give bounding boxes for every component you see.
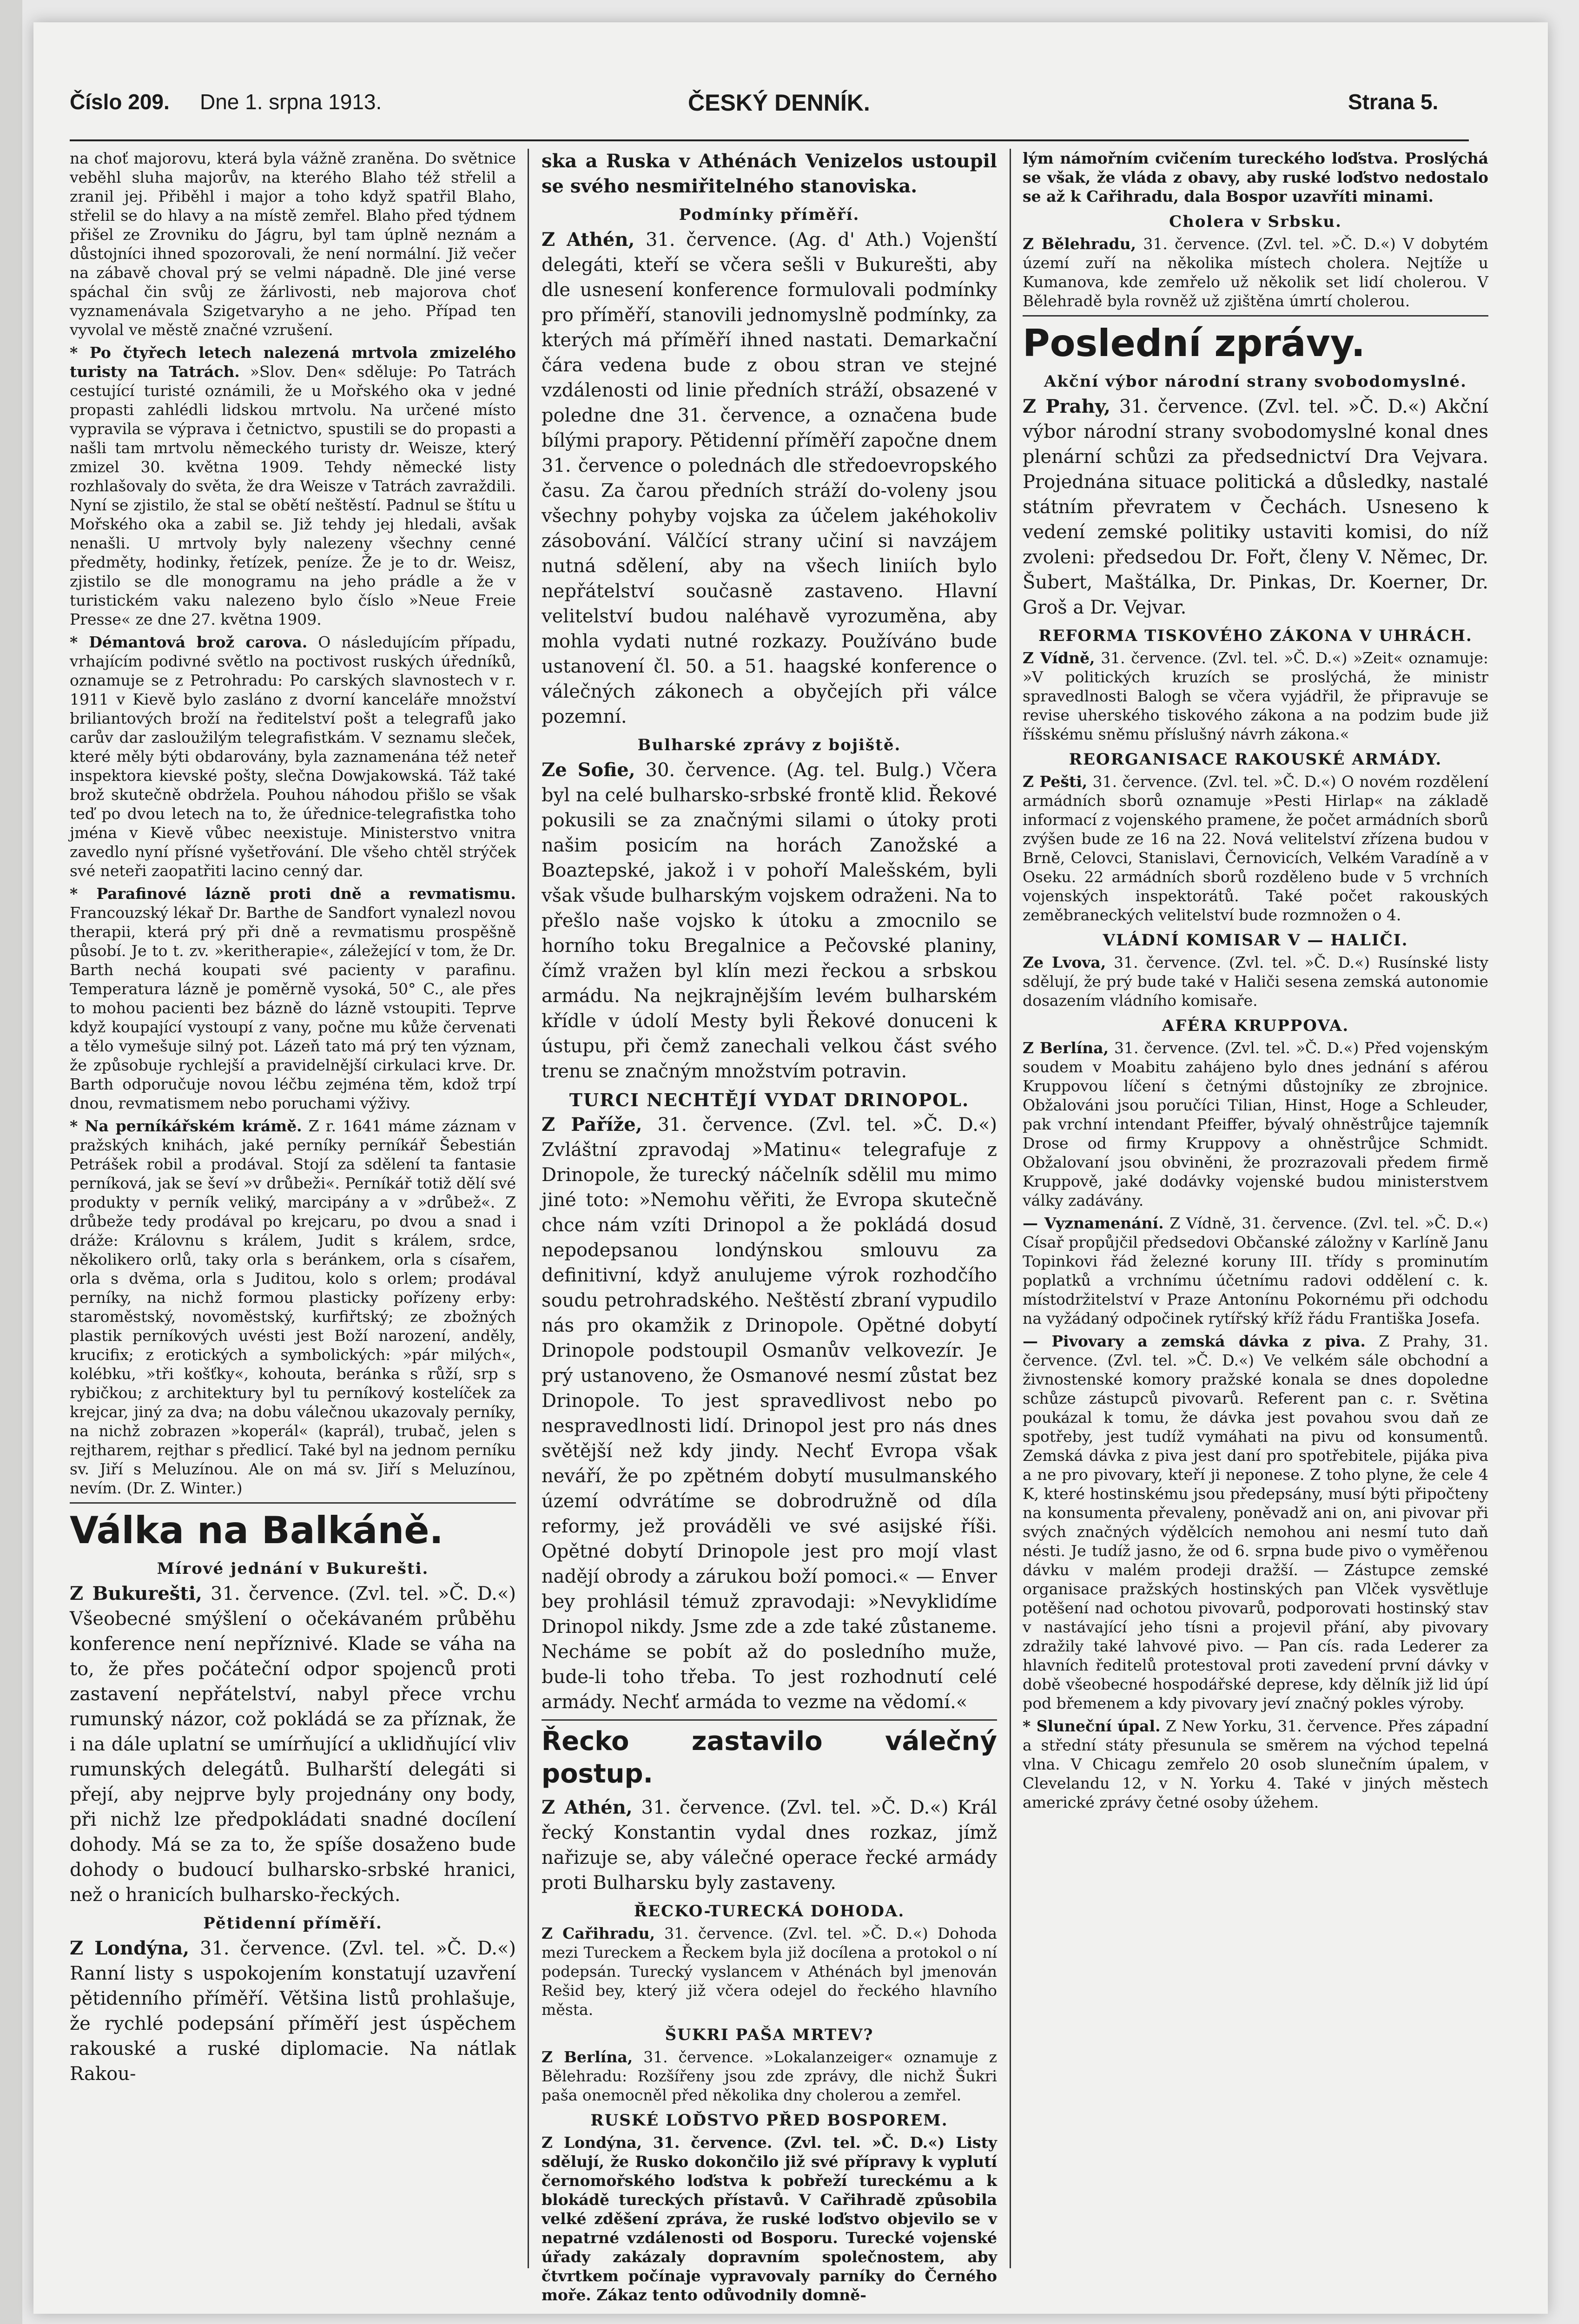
article — [1023, 648, 1488, 744]
article-text: 31. července. (Zvl. tel. »Č. D.«) »Zeit« oznamuje: »V politických kruzích se proslýchá, že ministr spravedlnosti Balogh se včera vyjádřil, že připravuje se revise uherského tiskového zákona a na podzim bude již říšskému sněmu příslušný návrh zákona.« — [1023, 649, 1488, 743]
article-text: Z Prahy, 31. července. (Zvl. tel. »Č. D.«) Ve velkém sále obchodní a živnostenské komory pražské konala se dnes dopoledne schůze zástupců pivovarů. Referent pan c. r. Světina poukázal k tomu, že dávka jest povahou svou daň ze spotřeby, jest tudíž vymáhati na pivu od konsumentů. Zemská dávka z piva jest daní pro spotřebitele, pijáka piva a ne pro pivovary, kteří ji neponese. Z toho plyne, že cele 4 K, které hostinskému jsou předepsány, musí býti připočteny na konsumenta převaleny, poněvadž ani on, ani pivovar při svých značných výdělcích nemohou ani nesmí tuto daň nésti. Je tudíž jasno, že od 6. srpna bude pivo o vyměřenou dávku v malém prodeji dražší. — Zástupce zemské organisace pražských hostinských pan Vlček vysvětluje potěšení nad ochotou pivovarů, podporovati hostinský stav v nastávající jeho tísni a projevil přání, aby pivovary zdražily také lahvové pivo. — Pan cís. rada Lederer za hlavních ředitelů protestoval proti zavedení první dávky v době všeobecné hospodářské deprese, kdy dělník již lid úpí pod břemenem a kdy pivovary jeví značný pokles výroby. — [1023, 1332, 1488, 1712]
article — [542, 2133, 997, 2304]
column-3 — [1023, 149, 1488, 2268]
article — [1023, 1038, 1488, 1210]
article — [1023, 953, 1488, 1010]
article-text: 31. července. (Zvl. tel. »Č. D.«) Akční výbor národní strany svobodomyslné konal dnes plenární schůzi za předsednictví Dra Vejvara. Projednána situace politická a důsledky, nastalé státním převratem v Čechách. Usneseno k vedení zemské politiky ustaviti komisi, do níž zvoleni: předsedou Dr. Fořt, členy V. Němec, Dr. Šubert, Maštálka, Dr. Pinkas, Dr. Koerner, Dr. Groš a Dr. Vejvar. — [1023, 396, 1489, 618]
article — [542, 758, 997, 1084]
issue-date: Dne 1. srpna 1913. — [200, 90, 382, 114]
article-text: Z r. 1641 máme záznam v pražských knihách, jaké perníky perníkář Šebestián Petrášek robil a prodával. Stojí za sdělení ta fantasie perníková, jak se ševí »v drůbeži«. Perníkář totiž dělí své produkty v perník veliký, marcipány a v »drůbež«. Z drůbeže tedy prodával po krejcaru, po dvou a snad i dráže: Královnu s králem, Judit s králem, srdce, několikero orlů, taky orla s beránkem, orla s císařem, orla s dvěma, orla s Juditou, kolo s orlem; prodával perníky, na nichž formou plasticky pořízeny erby: staroměstský, novoměstský, kurfiřtský; ze zbožných plastik perníkových uvésti jest Boží narození, anděly, krucifix; z erotických a symbolických: »pár milých«, kolébku, »tři košťky«, kohouta, beránka s růží, srp s rybičkou; z architektury byl tu perníkový kostelíček za krejcar, jiný za dva; na dobu válečnou ukazovaly perníky, na nichž zobrazen »koperál« (kaprál), trubač, jelen s rejtharem, rejthar s předlicí. Také byl na jednom perníku sv. Jiří s Meluzínou. Ale on má sv. Jiří s Meluzínou, nevím. (Dr. Z. Winter.) — [70, 1117, 516, 1497]
section-subtitle: REORGANISACE RAKOUSKÉ ARMÁDY. — [1069, 750, 1442, 769]
dateline: Z Paříže, — [542, 1114, 642, 1136]
section-subtitle: ŠUKRI PAŠA MRTEV? — [665, 2026, 874, 2044]
article — [1023, 1717, 1488, 1812]
article — [542, 1795, 997, 1895]
article — [1023, 1332, 1488, 1713]
section-subtitle: REFORMA TISKOVÉHO ZÁKONA V UHRÁCH. — [1038, 627, 1473, 645]
dateline: Z Vídně, — [1023, 649, 1095, 667]
article — [1023, 1214, 1488, 1328]
section-subtitle: Cholera v Srbsku. — [1169, 212, 1342, 231]
article-text: 31. července. (Zvl. tel. »Č. D.«) Dohoda mezi Tureckem a Řeckem byla již docílena a protokol o ní podepsán. Turecký vyslancem v Athénách byl jmenován Rešid bey, který již včera odejel do řeckého hlavního města. — [542, 1924, 997, 2019]
column-divider — [1010, 149, 1011, 2268]
section-subtitle: Podmínky příměří. — [679, 205, 860, 224]
section-rule — [1023, 315, 1488, 317]
newspaper-title: ČESKÝ DENNÍK. — [688, 90, 870, 116]
section-subtitle: RUSKÉ LOĎSTVO PŘED BOSPOREM. — [590, 2111, 948, 2130]
section-subtitle: TURCI NECHTĚJÍ VYDAT DRINOPOL. — [569, 1089, 970, 1110]
article-headline: — Vyznamenání. — [1023, 1214, 1164, 1232]
section-title: Válka na Balkáně. — [70, 1509, 443, 1552]
article — [70, 1581, 516, 1908]
dateline: Z Bukurešti, — [70, 1583, 202, 1604]
article-headline: * Parafinové lázně proti dně a revmatismu. — [70, 885, 516, 903]
column-1 — [70, 149, 516, 2268]
article — [1023, 772, 1488, 924]
article-text: 31. července. (Zvl. tel. »Č. D.«) Před vojenským soudem v Moabitu zahájeno bylo dnes jednání s aférou Kruppovou líčení s četnými důstojníky ze zbrojnice. Obžalováni jsou poručíci Tilian, Hinst, Hoge a Schleuder, pak vrchní intendant Pfeiffer, bývalý ohněstrůjce tajemník Drose od firmy Kruppovy a ohněstrůjce Schmidt. Obžalovaní jsou obviněni, že prozrazovali předem firmě Kruppově, jaké dodávky vojenské budou ministerstvem války zadávány. — [1023, 1039, 1488, 1209]
article — [542, 227, 997, 729]
article — [70, 343, 516, 629]
dateline: Z Pešti, — [1023, 772, 1088, 791]
dateline: Z Athén, — [542, 229, 635, 251]
article-headline: * Démantová brož carova. — [70, 633, 308, 651]
article-text: O následujícím případu, vrhajícím podivné světlo na poctivost ruských úředníků, oznamuje se z Petrohradu: Po carských slavnostech v r. 1911 v Kievě bylo zasláno z dvorní kanceláře množství briliantových broží na ředitelství pošt a telegrafů jako carův dar zasloužilým telegrafistkám. V seznamu sleček, které měly býti obdarovány, byla zaznamenána též neteř inspektora kievské pošty, slečna Dowjakowská. Táž také brož skutečně obdržela. Pouhou náhodou přišlo se však teď po dvou letech na to, že úřednice-telegrafistka toho jména v Kievě vůbec neexistuje. Ministerstvo vnitra zavedlo nyní přísné vyšetřování. Dle všeho chtěl strýček své neteři zaopatřiti lacino cenný dar. — [70, 633, 516, 880]
section-subtitle: Akční výbor národní strany svobodomyslné. — [1044, 372, 1467, 391]
dateline: Z Londýna, — [542, 2133, 642, 2152]
article — [542, 1924, 997, 2019]
dateline: Z Prahy, — [1023, 396, 1110, 417]
article-headline: * Na perníkářském krámě. — [70, 1117, 302, 1135]
section-subtitle: ŘECKO-TURECKÁ DOHODA. — [634, 1902, 905, 1921]
dateline: Ze Lvova, — [1023, 953, 1106, 971]
article-text: 31. července. (Ag. d' Ath.) Vojenští delegáti, kteří se včera sešli v Bukurešti, aby dle usnesení konference formulovali podmínky pro příměří, stanovili jednomyslně podmínky, za kterých má příměří ihned nastati. Demarkační čára vedena bude z obou stran ve stejné vzdálenosti od linie předních stráží, obsazené v poledne dne 31. července, a označena bude bílými prapory. Pětidenní příměří započne dnem 31. července o polednách dle středoevropského času. Za čarou předních stráží do-voleny jsou všechny pohyby vojska za účelem jakéhokoliv zásobování. Válčící strany učiní si navzájem nutná sdělení, aby na všech liniích bylo nepřátelství současně zastaveno. Hlavní velitelství budou naléhavě vyrozuměna, aby mohla vydati nutné rozkazy. Používáno bude ustanovení čl. 50. a 51. haagské konference o válečných zákonech a obyčejích při válce pozemní. — [542, 229, 997, 727]
article-text: na choť majorovu, která byla vážně zraněna. Do světnice veběhl sluha majorův, na kterého Blaho též střelil a zranil jej. Přiběhl i major a toho když spatřil Blaho, střelil se do hlavy a na místě zemřel. Blaho před týdnem přišel ze Zrovniku do Jágru, byl tam úplně neznám a důstojníci ihned spozorovali, že není normální. Již večer na zábavě choval prý se velmi nápadně. Dle jiné verse spáchal čin svůj ze žárlivosti, neb majorova choť vyznamenávala Szigetvaryho a ne jeho. Případ ten vyvolal ve městě značné vzrušení. — [70, 149, 516, 339]
article-text: 30. července. (Ag. tel. Bulg.) Včera byl na celé bulharsko-srbské frontě klid. Řekové pokusili se za značnými silami o útoky proti našim posicím na horách Zanožské a Boaztepské, jakož i v pohoří Malešském, byli však všude bulharským vojskem odraženi. Na to přešlo naše vojsko k útoku a zmocnilo se horního toku Bregalnice a Pečovské planiny, čímž vražen byl klín mezi řeckou a srbskou armádu. Na nejkrajnějším levém bulharském křídle v údolí Mesty byli Řekové donuceni k ústupu, při čemž zanechali velkou část svého trenu se značným množstvím potravin. — [542, 759, 997, 1082]
article-text: 31. července. (Zvl. tel. »Č. D.«) Listy sdělují, že Rusko dokončilo již své přípravy k vyplutí černomořského loďstva k pobřeží tureckému a k blokádě tureckých přístavů. V Cařihradě způsobila velké zděšení zpráva, že ruské loďstvo objevilo se v nepatrné vzdálenosti od Bosporu. Turecké vojenské úřady zakázaly dopravním společnostem, aby čtvrtkem počínaje vypravovaly parníky do Černého moře. Zákaz tento odůvodnily domně- — [542, 2133, 997, 2304]
article-text: 31. července. (Zvl. tel. »Č. D.«) V dobytém území zuří na několika místech cholera. Nejtíže u Kumanova, kde zemřelo už několik set lidí cholerou. V Bělehradě byla rovněž už zjištěna úmrtí cholerou. — [1023, 235, 1488, 310]
dateline: Z Cařihradu, — [542, 1924, 655, 1942]
article-text: Francouzský lékař Dr. Barthe de Sandfort vynalezl novou therapii, která prý při dně a revmatismu prospěšně působí. Je to t. zv. »keritherapie«, záležející v tom, že Dr. Barth nechá koupati své pacienty v parafinu. Temperatura lázně je poměrně vysoká, 50° C., ale přes to mohou pacienti bez bázně do lázně vstoupiti. Teprve když koupající vystoupí z vany, počne mu kůže červenati a tělo vymešuje silný pot. Lázeň tato má prý ten význam, že způsobuje rychlejší a pravidelnější cirkulaci krve. Dr. Barth odporučuje novou léčbu zejména těm, kdož trpí dnou, revmatismem nebo poruchami výživy. — [70, 904, 516, 1112]
section-subtitle: VLÁDNÍ KOMISAR V — HALIČI. — [1103, 931, 1408, 950]
article-text: 31. července. (Zvl. tel. »Č. D.«) Zvláštní zpravodaj »Matinu« telegrafuje z Drinopole, že turecký náčelník sdělil mu mimo jiné toto: »Nemohu věřiti, že Evropa skutečně chce nám vzíti Drinopol a že pokládá dosud nepodepsanou londýnskou smlouvu za definitivní, když anulujeme výrok rozhodčího soudu petrohradského. Neštěstí zbraní vypudilo nás pro okamžik z Drinopole. Opětné dobytí Drinopole podstoupil Osmanův velkovezír. Je prý ustanoveno, že Osmanové nesmí zůstat bez Drinopole. To jest spravedlivost nebo po nespravedlnosti lidí. Drinopol jest pro nás dnes světější než kdy jindy. Nechť Evropa však neváří, že po zpětném dobytí musulmanského území odvrátíme se dobrodružně od díla reformy, jež prováděli ve své asijské říši. Opětné dobytí Drinopole jest pro mojí vlast nadějí obrody a zárukou boží pomoci.« — Enver bey prohlásil témuž zpravodaji: »Nevyklidíme Drinopol nikdy. Jsme zde a zde také zůstaneme. Necháme se pobít až do posledního muže, bude-li toho třeba. To jest rozhodnutí celé armády. Nechť armáda to vezme na vědomí.« — [542, 1114, 998, 1713]
article-text: »Slov. Den« sděluje: Po Tatrách cestující turisté oznámili, že u Mořského oka v jedné propasti zahlédli lidskou mrtvolu. Na určené místo vypravila se výprava i četnictvo, spustili se do propasti a našli tam mrtvolu německého turisty dr. Weisze, který zmizel 30. května 1909. Tehdy německé listy rozhlašovaly do světa, že dra Weisze v Tatrách zavraždili. Nyní se zjistilo, že stal se obětí neštěstí. Padnul se štítu u Mořského oka a zabil se. Již tehdy jej hledali, avšak nenašli. U mrtvoly byly nalezeny všechny cenné předměty, hodinky, řetízek, peníze. Že je to dr. Weisz, zjistilo se dle monogramu na jeho prádle a že v turistickém vaku nalezeno bylo číslo »Neue Freie Presse« ze dne 27. května 1909. — [70, 363, 516, 628]
header-rule — [70, 139, 1469, 141]
article — [542, 2047, 997, 2105]
column-divider — [528, 149, 529, 2268]
article-text: 31. července. (Zvl. tel. »Č. D.«) Rusínské listy sdělují, že prý bude také v Haliči sesena zemská autonomie dosazením vládního komisaře. — [1023, 953, 1488, 1010]
article — [70, 884, 516, 1113]
article-text: 31. července. (Zvl. tel. »Č. D.«) Všeobecné smýšlení o očekávaném průběhu konference není nepříznivé. Klade se váha na to, že přes počáteční odpor spojenců proti zastavení nepřátelství, nabyl přece vrchu rumunský názor, což pokládá se za příznak, že i na dále uplatní se umírňující a uklidňující vliv rumunských delegátů. Bulharští delegáti si přejí, aby nejprve byly projednány ony body, při nichž lze předpokládati snadné docílení dohody. Má se za to, že spíše dosaženo bude dohody o budoucí bulharsko-srbské hranici, než o hranicích bulharsko-řeckých. — [70, 1583, 516, 1906]
dateline: Ze Sofie, — [542, 759, 635, 781]
section-subtitle: Mírové jednání v Bukurešti. — [157, 1559, 429, 1578]
article-text: Z New Yorku, 31. července. Přes západní a střední státy přesunula se směrem na východ tepelná vlna. V Chicagu zemřelo 20 osob slunečním úpalem, v Clevelandu 12, v N. Yorku 4. Také v jiných městech americké zprávy četné osoby úžehem. — [1023, 1717, 1489, 1811]
section-subtitle: AFÉRA KRUPPOVA. — [1162, 1017, 1349, 1035]
article-headline: — Pivovary a zemská dávka z piva. — [1023, 1332, 1366, 1350]
column-2 — [542, 149, 998, 2304]
section-title: Řecko zastavilo válečný postup. — [542, 1726, 997, 1789]
article-text: 31. července. (Zvl. tel. »Č. D.«) Ranní listy s uspokojením konstatují uzavření pětidenního příměří. Většina listů prohlašuje, že rychlé podepsání příměří jest úspěchem rakouské a ruské diplomacie. Na nátlak Rakou- — [70, 1938, 516, 2085]
page-edge — [0, 0, 22, 2324]
dateline: Z Berlína, — [542, 2048, 633, 2066]
section-subtitle: Bulharské zprávy z bojiště. — [637, 736, 901, 754]
article-text: lým námořním cvičením tureckého loďstva. Proslýchá se však, že vláda z obavy, aby ruské loďstvo nedostalo se až k Cařihradu, dala Bospor uzavříti minami. — [1023, 149, 1488, 205]
article — [542, 1112, 997, 1715]
dateline: Z Berlína, — [1023, 1039, 1109, 1057]
article-text: Z Vídně, 31. července. (Zvl. tel. »Č. D.«) Císař propůjčil předsedovi Občanské záložny v Karlíně Janu Topinkovi řád železné koruny III. třídy s prominutím poplatků a vrchnímu účetnímu radovi oddělení c. k. místodržitelství v Praze Antonínu Pokornému při odchodu na vyžádaný odpočinek rytířský kříž řádu Františka Josefa. — [1023, 1214, 1488, 1327]
page-number: Strana 5. — [1348, 90, 1439, 114]
article — [70, 633, 516, 880]
section-rule — [70, 1502, 516, 1504]
article — [1023, 394, 1488, 620]
dateline: Z Londýna, — [70, 1937, 190, 1959]
article-headline: * Po čtyřech letech nalezená mrtvola zmizelého turisty na Tatrách. — [70, 343, 516, 381]
issue-number: Číslo 209. — [70, 90, 170, 114]
dateline: Z Athén, — [542, 1796, 633, 1818]
article-text: 31. července. (Zvl. tel. »Č. D.«) O novém rozdělení armádních sborů oznamuje »Pesti Hirlap« na základě informací z vojenského pramene, že počet armádních sborů zvýšen bude ze 16 na 22. Nová velitelství zřízena budou v Brně, Celovci, Stanislavi, Černovicích, Velkém Varadíně a v Oseku. 22 armádních sborů rozděleno bude v 5 vrchních vojenských inspektorátů. Také počet rakouských zeměbraneckých velitelství bude rozmnožen o 4. — [1023, 772, 1488, 924]
dateline: Z Bělehradu, — [1023, 235, 1136, 253]
section-title: Poslední zprávy. — [1023, 322, 1365, 365]
section-rule — [542, 1719, 997, 1721]
article-text: 31. července. »Lokalanzeiger« oznamuje z Bělehradu: Rozšířeny jsou zde zprávy, dle nichž Šukri paša onemocněl před několika dny cholerou a zemřel. — [542, 2048, 997, 2104]
section-subtitle: Pětidenní příměří. — [203, 1914, 383, 1933]
article — [70, 1116, 516, 1498]
article-text: 31. července. (Zvl. tel. »Č. D.«) Král řecký Konstantin vydal dnes rozkaz, jímž nařizuje se, aby válečné operace řecké armády proti Bulharsku byly zastaveny. — [542, 1797, 998, 1894]
article — [70, 1936, 516, 2086]
article — [1023, 234, 1488, 310]
article-text: ska a Ruska v Athénách Venizelos ustoupil se svého nesmiřitelného stanoviska. — [542, 150, 997, 197]
article-headline: * Sluneční úpal. — [1023, 1717, 1161, 1735]
